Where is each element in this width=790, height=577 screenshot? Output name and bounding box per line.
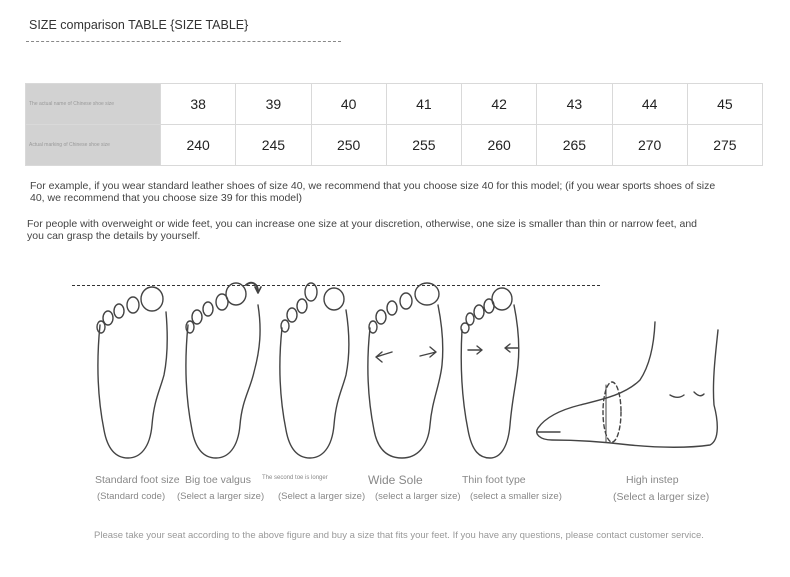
wide-sole-illustration [368,283,443,458]
size-marking-cell: 245 [236,125,311,166]
size-name-cell: 40 [311,84,386,125]
foot-label-high-instep: High instep [626,474,679,486]
size-marking-cell: 260 [462,125,537,166]
size-name-cell: 42 [462,84,537,125]
second-toe-longer-illustration [280,283,349,458]
foot-hint-standard: (Standard code) [97,491,166,502]
row-label-markings: Actual marking of Chinese shoe size [26,125,161,166]
foot-hint-wide-sole: (select a larger size) [375,491,461,502]
standard-foot-illustration [97,287,167,458]
size-name-cell: 43 [537,84,612,125]
foot-label-standard: Standard foot size [95,474,180,486]
size-marking-cell: 255 [386,125,461,166]
high-instep-illustration [537,322,718,447]
row-label-names: The actual name of Chinese shoe size [26,84,161,125]
size-marking-cell: 250 [311,125,386,166]
foot-label-thin-foot: Thin foot type [462,474,526,486]
size-marking-cell: 275 [687,125,762,166]
size-name-cell: 45 [687,84,762,125]
footer-note: Please take your seat according to the above figure and buy a size that fits your feet. If you have any questions, please contact customer service. [94,530,704,541]
wide-feet-note: For people with overweight or wide feet, you can increase one size at your discretion, otherwise, one size is smaller than thin or narrow feet, and you can grasp the details by yourself. [27,218,698,242]
foot-hint-big-toe-valgus: (Select a larger size) [177,491,265,502]
size-name-cell: 38 [161,84,236,125]
foot-label-big-toe-valgus: Big toe valgus [185,474,251,486]
size-name-cell: 39 [236,84,311,125]
page-title: SIZE comparison TABLE {SIZE TABLE} [29,18,249,32]
foot-hint-thin-foot: (select a smaller size) [470,491,562,502]
big-toe-valgus-illustration [186,283,261,458]
foot-hint-high-instep: (Select a larger size) [613,491,710,503]
size-marking-cell: 270 [612,125,687,166]
size-marking-cell: 240 [161,125,236,166]
size-name-cell: 41 [386,84,461,125]
foot-label-wide-sole: Wide Sole [368,473,423,487]
size-advice-note: For example, if you wear standard leather shoes of size 40, we recommend that you choose size 40 for this model; (if you wear sports shoes of size 40, we recommend that you choose size 39 for this model) [30,180,716,204]
foot-hint-second-toe: (Select a larger size) [278,491,366,502]
size-name-cell: 44 [612,84,687,125]
size-marking-cell: 265 [537,125,612,166]
thin-foot-illustration [461,288,519,458]
foot-label-second-toe: The second toe is longer [262,475,328,481]
